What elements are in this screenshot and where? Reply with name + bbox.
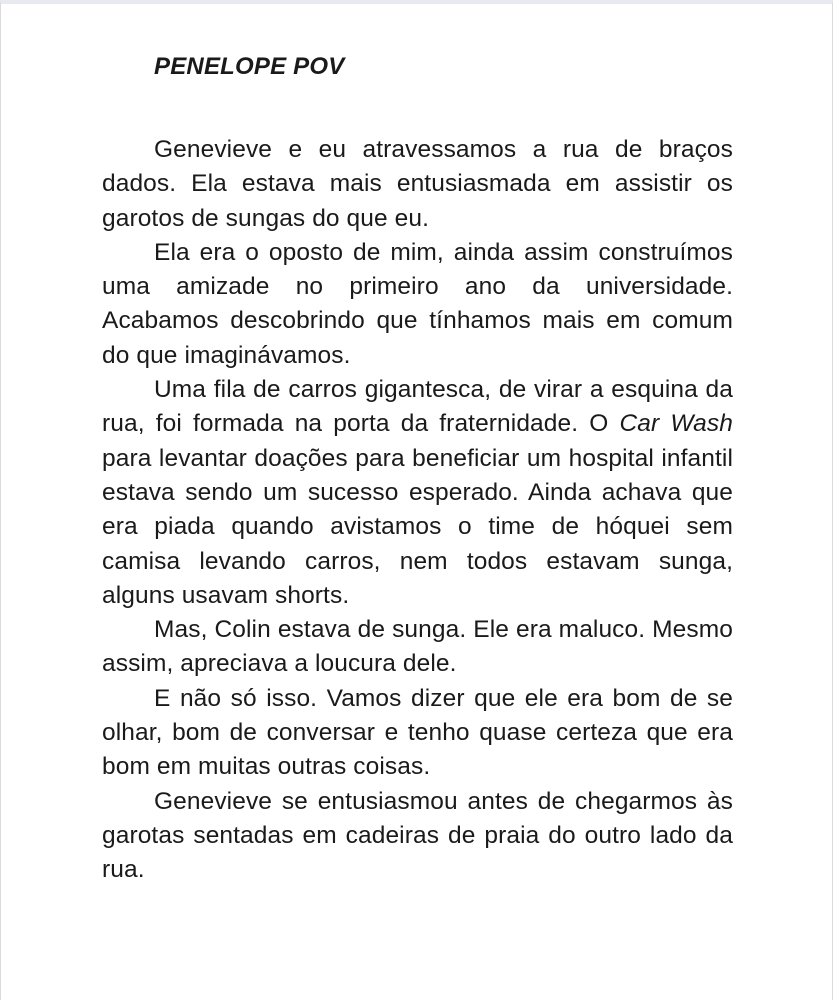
paragraph-4: Mas, Colin estava de sunga. Ele era maluco. Mesmo assim, apreciava a loucura dele. [102,616,733,678]
paragraph-3 [102,373,733,613]
paragraph-5: E não só isso. Vamos dizer que ele era bom de se olhar, bom de conversar e tenho quase certeza que era bom em muitas outras coisas. [102,684,733,781]
paragraph-1: Genevieve e eu atravessamos a rua de braços dados. Ela estava mais entusiasmada em assistir os garotos de sungas do que eu. [102,136,733,232]
page-content [102,50,733,888]
paragraph-2: Ela era o oposto de mim, ainda assim construímos uma amizade no primeiro ano da universidade. Acabamos descobrindo que tínhamos mais em comum do que imaginávamos. [102,238,733,369]
paragraph-3-italic-term: Car Wash [619,410,733,438]
chapter-heading: PENELOPE POV [154,53,345,80]
paragraph-3-text-start: Uma fila de carros gigantesca, de virar a esquina da rua, foi formada na porta da fraternidade. O [102,376,733,438]
paragraph-6: Genevieve se entusiasmou antes de chegarmos às garotas sentadas em cadeiras de praia do outro lado da rua. [102,787,733,884]
paragraph-3-text-end: para levantar doações para beneficiar um hospital infantil estava sendo um sucesso esperado. Ainda achava que era piada quando avistamos o time de hóquei sem camisa levando carros, nem todos estavam sunga, alguns usavam shorts. [102,444,733,609]
